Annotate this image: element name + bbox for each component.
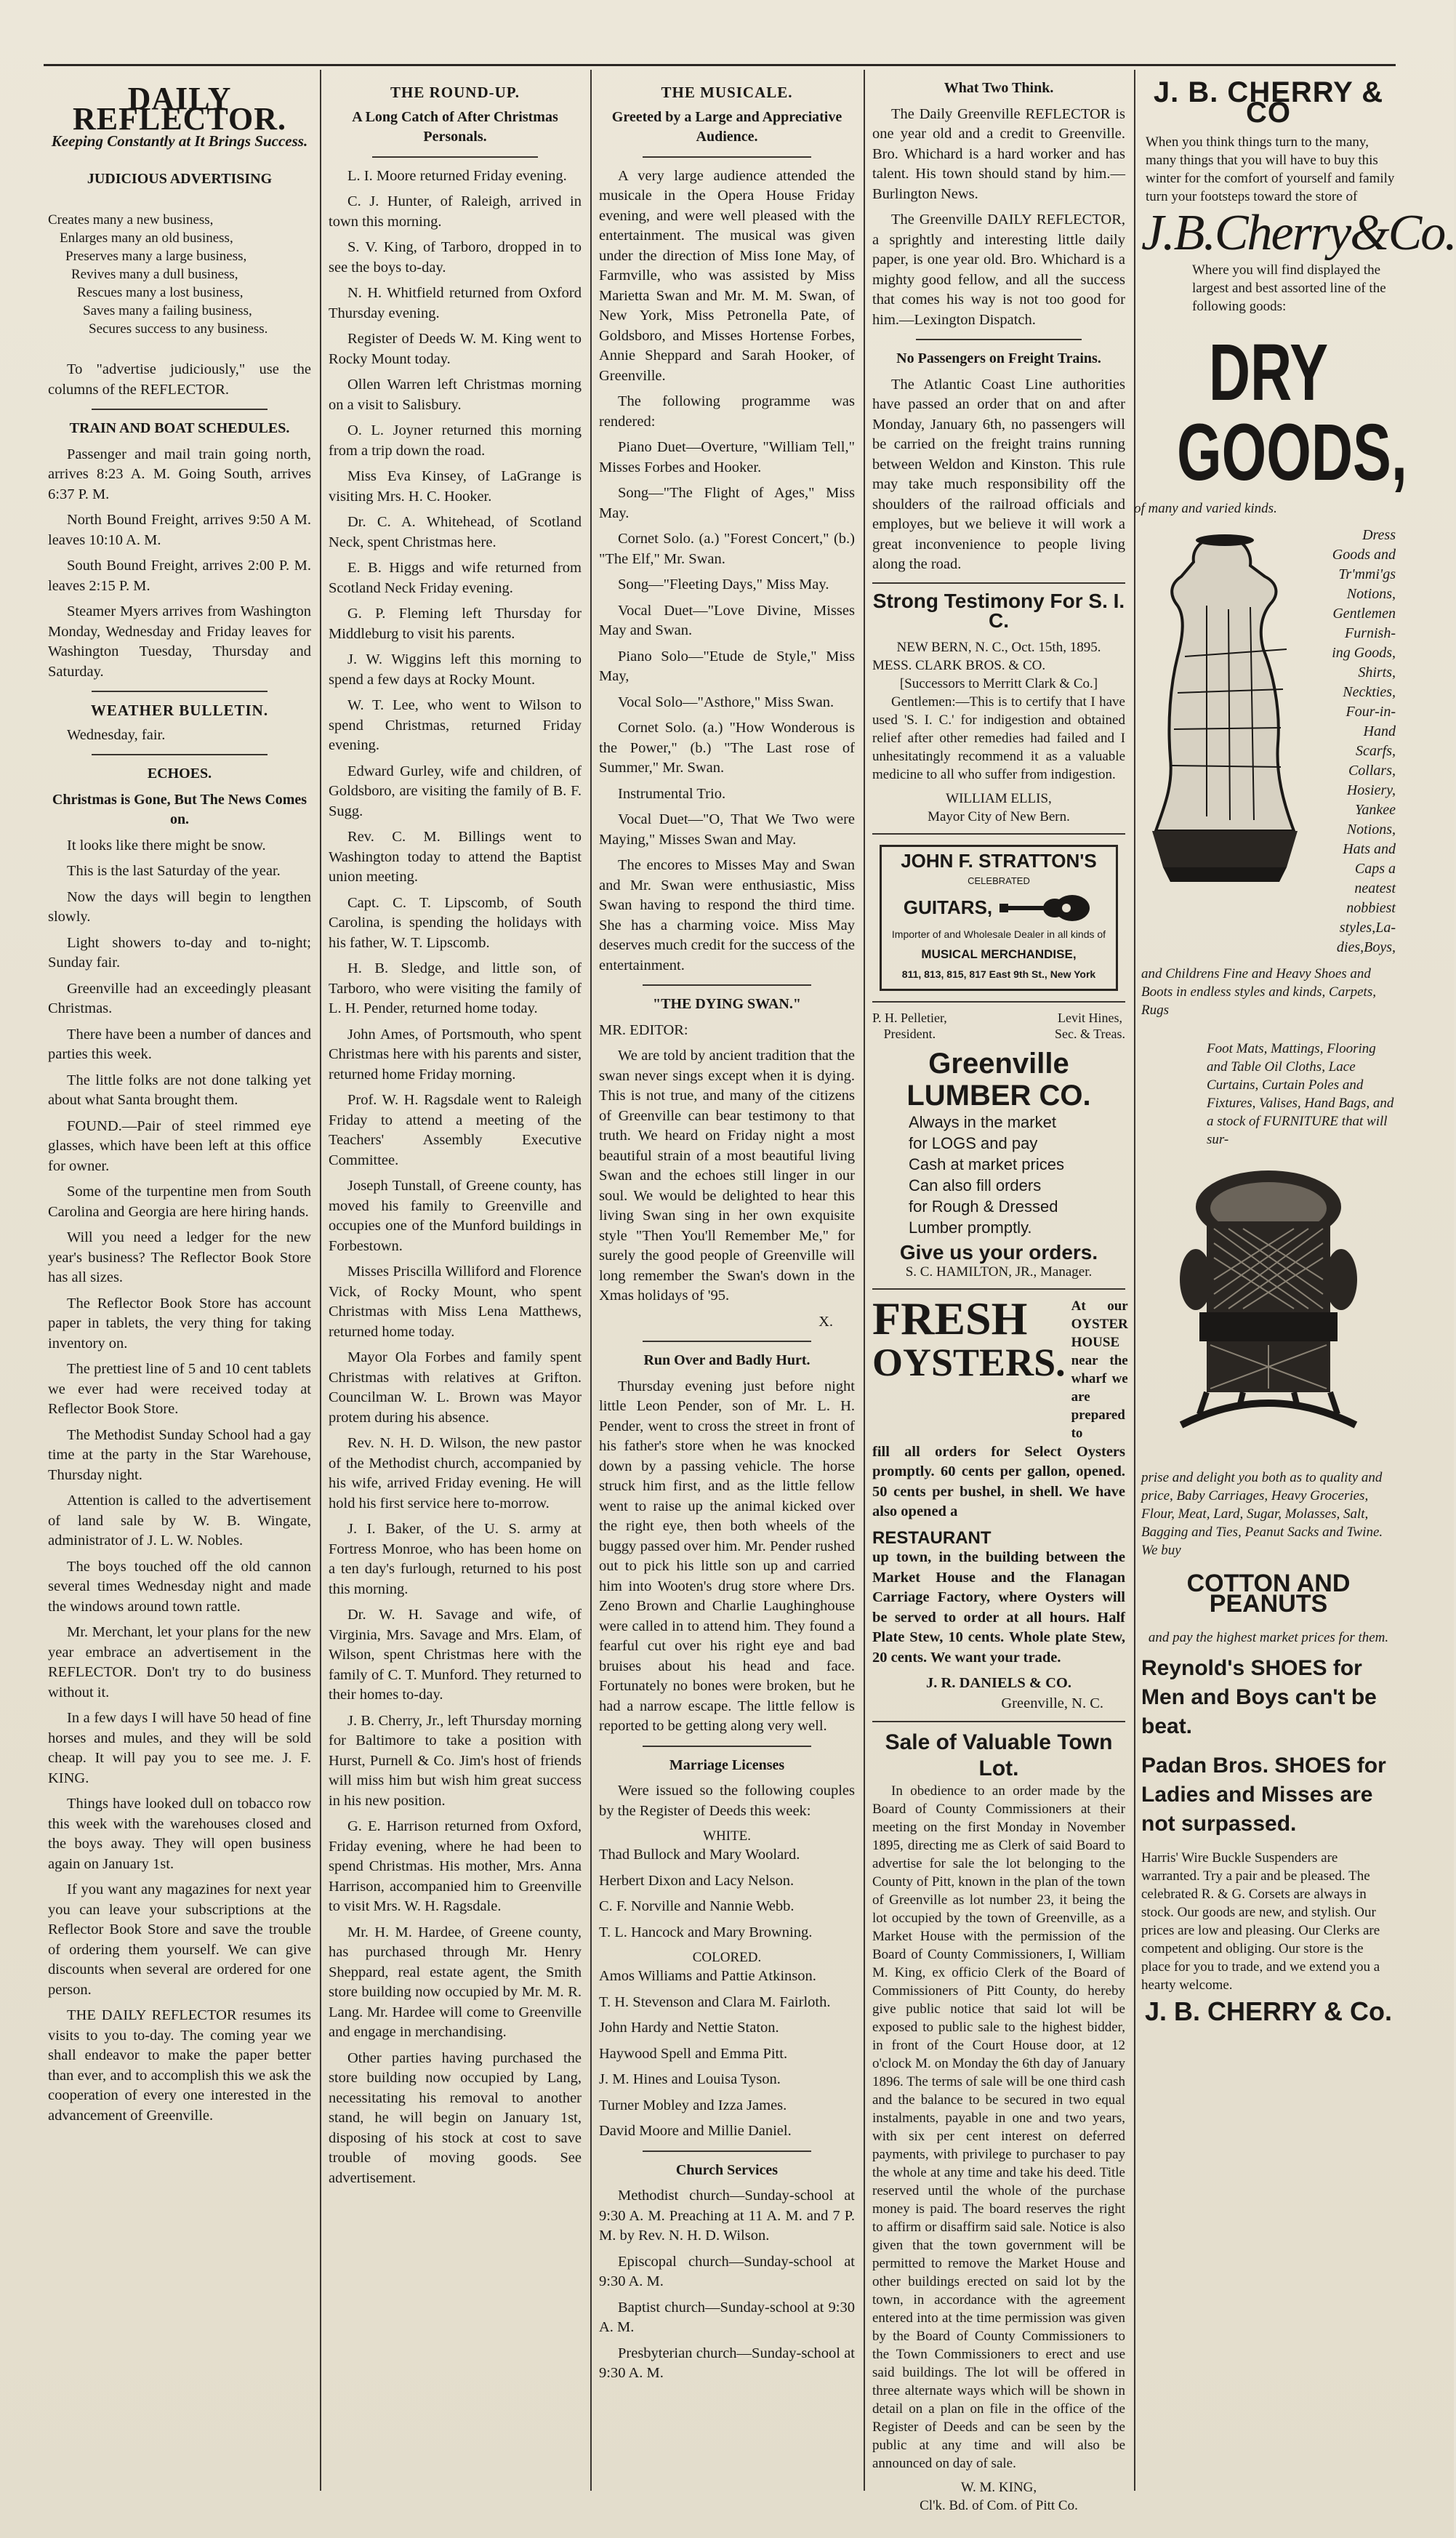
- echo-item: Will you need a ledger for the new year's business? The Reflector Book Store has all sizes.: [48, 1229, 311, 1285]
- masthead-title: DAILY REFLECTOR.: [72, 81, 287, 137]
- cherry-pay: and pay the highest market prices for them.: [1148, 1630, 1389, 1645]
- testimony-text: Gentlemen:—This is to certify that I have used 'S. I. C.' for indigestion and obtained relief after other remedies had failed and I unhesitatingly recommend it as a valuable medicine to all who suffer from indigestion.: [872, 694, 1125, 782]
- musicale-intro: A very large audience attended the musicale in the Opera House Friday evening, and were well pleased with the entertainment. The musical was given under the direction of Miss Ione May, of Farmville, who was assisted by Miss Marietta Swan and Mr. M. M. Swan, of New York, Miss Petronella Pate, of Goldsboro, and Misses Hortense Forbes, Annie Sheppard and Sarah Hooker, of Greenville.: [599, 167, 855, 384]
- lumber-line: Always in the market: [909, 1113, 1056, 1131]
- license-item: Amos Williams and Pattie Atkinson.: [599, 1968, 816, 1984]
- advert-line: Saves many a failing business,: [83, 303, 252, 318]
- goods-item: Collars,: [1348, 763, 1396, 779]
- personal-item: Edward Gurley, wife and children, of Goldsboro, are visiting the family of B. F. Sugg.: [329, 763, 582, 819]
- lumber-line: Lumber promptly.: [909, 1218, 1032, 1237]
- oysters-text: fill all orders for Select Oysters promptly. 60 cents per gallon, opened. 50 cents per bushel, in shell. We have also opened a: [872, 1443, 1125, 1519]
- personal-item: H. B. Sledge, and little son, of Tarboro, who were visiting the family of L. H. Pender, returned home today.: [329, 960, 582, 1016]
- personal-item: J. W. Wiggins left this morning to spend a few days at Rocky Mount.: [329, 651, 582, 688]
- goods-item: dies,Boys,: [1336, 939, 1396, 955]
- guitar-icon: [1000, 891, 1094, 925]
- personal-item: Dr. C. A. Whitehead, of Scotland Neck, spent Christmas here.: [329, 514, 582, 550]
- advert-line: Creates many a new business,: [48, 212, 214, 228]
- cherry-padan: Padan Bros. SHOES for Ladies and Misses are not surpassed.: [1141, 1754, 1386, 1836]
- echo-item: Attention is called to the advertisement of land sale by W. B. Wingate, administrator of J. L. W. Nobles.: [48, 1493, 311, 1549]
- goods-item: Yankee: [1355, 802, 1396, 818]
- cherry-reynolds: Reynold's SHOES for Men and Boys can't be beat.: [1141, 1656, 1377, 1738]
- testimony-to: MESS. CLARK BROS. & CO.: [872, 657, 1046, 673]
- testimony-successors: [Successors to Merritt Clark & Co.]: [899, 675, 1098, 691]
- goods-item: nobbiest: [1346, 900, 1396, 916]
- testimony-heading: Strong Testimony For S. I. C.: [872, 589, 1125, 632]
- cherry-furniture: Foot Mats, Mattings, Flooring and Table Oil Cloths, Lace Curtains, Curtain Poles and Fixtures, Valises, Hand Bags, and a stock of FURNITURE that will sur-: [1207, 1041, 1394, 1147]
- schedule-item: Steamer Myers arrives from Washington Monday, Wednesday and Friday leaves for Washington Tuesday, Thursday and Saturday.: [48, 603, 311, 680]
- goods-item: Caps a: [1354, 861, 1396, 877]
- programme-item: Vocal Solo—"Asthore," Miss Swan.: [618, 694, 834, 710]
- lumber-line: for LOGS and pay: [909, 1134, 1038, 1152]
- cherry-header: J. B. CHERRY & CO: [1153, 76, 1384, 129]
- license-item: T. L. Hancock and Mary Browning.: [599, 1924, 813, 1940]
- cherry-shoes-text: and Childrens Fine and Heavy Shoes and Boots in endless styles and kinds, Carpets, Rugs: [1141, 966, 1376, 1018]
- echo-item: This is the last Saturday of the year.: [67, 863, 281, 879]
- personal-item: Joseph Tunstall, of Greene county, has moved his family to Greenville and occupies one of the Munford buildings in Forbestown.: [329, 1178, 582, 1254]
- oysters-fresh: FRESH: [872, 1292, 1028, 1344]
- personal-item: Rev. C. M. Billings went to Washington today to attend the Baptist union meeting.: [329, 829, 582, 885]
- personal-item: G. E. Harrison returned from Oxford, Friday evening, where he had been to spend Christmas. His mother, Mrs. Anna Harrison, accompanied him to Greenville to visit Mrs. W. H. Ragsdale.: [329, 1818, 582, 1914]
- column-4: [872, 73, 1128, 2513]
- officer-title: Sec. & Treas.: [1054, 1027, 1125, 1041]
- echo-item: There have been a number of dances and parties this week.: [48, 1026, 311, 1062]
- goods-item: Dress: [1362, 527, 1396, 543]
- programme-item: Cornet Solo. (a.) "Forest Concert," (b.) "The Elf," Mr. Swan.: [599, 531, 855, 567]
- echo-item: The prettiest line of 5 and 10 cent tablets we ever had were received today at Reflector Book Store.: [48, 1361, 311, 1417]
- column-1: [48, 73, 311, 2494]
- freight-text: The Atlantic Coast Line authorities have passed an order that on and after Monday, January 6th, no passengers will be carried on the freight trains running between Weldon and Kinston. This rule may take much responsibility off the shoulders of the railroad officials and employes, but we believe it will work a great inconvenience to people living along the road.: [872, 376, 1125, 572]
- echo-item: Greenville had an exceedingly pleasant Christmas.: [48, 980, 311, 1016]
- divider: [643, 1341, 811, 1342]
- personal-item: G. P. Fleming left Thursday for Middleburg to visit his parents.: [329, 606, 582, 642]
- schedules-heading: TRAIN AND BOAT SCHEDULES.: [69, 420, 290, 436]
- programme-item: Vocal Duet—"O, That We Two were Maying," Misses Swan and May.: [599, 811, 855, 848]
- personal-item: Misses Priscilla Williford and Florence Vick, of Rocky Mount, who spent Christmas with Miss Lena Matthews, returned home today.: [329, 1264, 582, 1340]
- personal-item: Other parties having purchased the store building now occupied by Lang, necessitating his removal to another stand, he will begin on January 1st, disposing of his stock at cost to save trouble of moving goods. See advertisement.: [329, 2049, 582, 2186]
- cherry-dry-goods: DRY GOODS,: [1177, 327, 1407, 497]
- schedule-item: Passenger and mail train going north, arrives 8:23 A. M. Going South, arrives 6:37 P. M.: [48, 446, 311, 502]
- goods-item: Notions,: [1346, 822, 1396, 838]
- cherry-prise: prise and delight you both as to quality and price, Baby Carriages, Heavy Groceries, Flour, Meat, Lard, Sugar, Molasses, Salt, Bagging and Ties, Peanut Sacks and Twine. We buy: [1141, 1470, 1383, 1558]
- programme-item: Piano Solo—"Etude de Style," Miss May,: [599, 648, 855, 684]
- column-3: [599, 73, 855, 2494]
- stratton-ad: [880, 845, 1118, 992]
- swan-salutation: MR. EDITOR:: [599, 1021, 688, 1038]
- echoes-subheading: Christmas is Gone, But The News Comes on.: [52, 791, 307, 827]
- divider: [372, 156, 538, 158]
- divider: [643, 2151, 811, 2152]
- church-item: Presbyterian church—Sunday-school at 9:30 A. M.: [599, 2345, 855, 2381]
- echo-item: Now the days will begin to lengthen slowly.: [48, 888, 311, 925]
- lumber-cta: Give us your orders.: [899, 1241, 1098, 1264]
- personal-item: O. L. Joyner returned this morning from a trip down the road.: [329, 422, 582, 459]
- divider: [872, 833, 1125, 835]
- divider: [916, 339, 1082, 340]
- two-think-heading: What Two Think.: [944, 80, 1054, 96]
- column-rule: [1134, 70, 1135, 2491]
- echo-item: The Methodist Sunday School had a gay time at the party in the Star Warehouse, Thursday night.: [48, 1426, 311, 1483]
- masthead-slogan: Keeping Constantly at It Brings Success.: [51, 132, 308, 150]
- personal-item: Mayor Ola Forbes and family spent Christmas with relatives at Grifton. Councilman W. L. Brown was Mayor protem during his absence.: [329, 1349, 582, 1426]
- license-item: T. H. Stevenson and Clara M. Fairloth.: [599, 1993, 831, 2010]
- license-item: David Moore and Millie Daniel.: [599, 2123, 792, 2139]
- musicale-heading: THE MUSICALE.: [661, 84, 793, 101]
- testimony-signer-title: Mayor City of New Bern.: [928, 808, 1070, 824]
- personal-item: Ollen Warren left Christmas morning on a visit to Salisbury.: [329, 377, 582, 413]
- cherry-find: Where you will find displayed the largest and best assorted line of the following goods:: [1192, 262, 1386, 314]
- goods-item: Goods and: [1332, 547, 1396, 563]
- roundup-heading: THE ROUND-UP.: [390, 84, 520, 101]
- goods-item: Gentlemen: [1332, 606, 1396, 622]
- church-item: Episcopal church—Sunday-school at 9:30 A. M.: [599, 2253, 855, 2289]
- echoes-heading: ECHOES.: [147, 766, 212, 782]
- divider: [872, 582, 1125, 584]
- two-think-p1: The Daily Greenville REFLECTOR is one year old and a credit to Greenville. Bro. Whichard is a hard worker and has talent. His town should stand by him.—Burlington News.: [872, 105, 1125, 202]
- oysters-aside: At our OYSTER HOUSE near the wharf we are prepared to: [1071, 1298, 1128, 1441]
- goods-item: Hand: [1363, 723, 1396, 739]
- cherry-harris: Harris' Wire Buckle Suspenders are warranted. Try a pair and be pleased. The celebrated R. & G. Corsets are always in stock. Our goods are new, and stylish. Our prices are low and pleasing. Our Clerks are competent and obliging. Our store is the place for you to trade, and we extend you a hearty welcome.: [1141, 1850, 1380, 1993]
- sale-signer: W. M. KING,: [960, 2480, 1037, 2495]
- echo-item: If you want any magazines for next year you can leave your subscriptions at the Reflector Book Store and save the trouble of ordering them yourself. We can give discounts when several are ordered for one person.: [48, 1882, 311, 1998]
- programme-item: Cornet Solo. (a.) "How Wonderous is the Power," (b.) "The Last rose of Summer," Mr. Swan.: [599, 720, 855, 776]
- stratton-celebrated: CELEBRATED: [968, 875, 1030, 886]
- divider: [872, 1721, 1125, 1722]
- swan-signature: X.: [819, 1313, 833, 1330]
- personal-item: J. B. Cherry, Jr., left Thursday morning for Baltimore to take a position with Hurst, Purnell & Co. Jim's host of friends will miss him but wish him great success in his new position.: [329, 1712, 582, 1809]
- programme-item: Song—"The Flight of Ages," Miss May.: [599, 485, 855, 521]
- divider: [643, 984, 811, 986]
- schedule-item: North Bound Freight, arrives 9:50 A M. leaves 10:10 A. M.: [48, 512, 311, 548]
- musicale-subheading: Greeted by a Large and Appreciative Audience.: [611, 108, 842, 145]
- advise-text: To "advertise judiciously," use the columns of the REFLECTOR.: [48, 361, 311, 398]
- echo-item: In a few days I will have 50 head of fine horses and mules, and they will be sold cheap. It will pay you to see me. J. F. KING.: [48, 1710, 311, 1786]
- goods-item: Notions,: [1346, 586, 1396, 602]
- lumber-officers: [872, 1010, 1125, 1042]
- programme-item: Vocal Duet—"Love Divine, Misses May and Swan.: [599, 602, 855, 638]
- divider: [872, 1001, 1125, 1003]
- personal-item: N. H. Whitfield returned from Oxford Thursday evening.: [329, 285, 582, 321]
- sale-signer-title: Cl'k. Bd. of Com. of Pitt Co.: [920, 2498, 1078, 2513]
- column-2: [329, 73, 582, 2494]
- church-item: Baptist church—Sunday-school at 9:30 A. M.: [599, 2299, 855, 2335]
- goods-item: Neckties,: [1343, 684, 1396, 700]
- license-item: Haywood Spell and Emma Pitt.: [599, 2045, 788, 2062]
- column-rule: [864, 70, 865, 2491]
- personal-item: Mr. H. M. Hardee, of Greene county, has purchased through Mr. Henry Sheppard, real estate agent, the Smith store building now occupied by Mr. M. R. Lang. Mr. Hardee will come to Greenville and engage in merchandising.: [329, 1924, 582, 2040]
- divider: [643, 156, 811, 158]
- license-item: Turner Mobley and Izza James.: [599, 2097, 787, 2113]
- personal-item: J. I. Baker, of the U. S. army at Fortress Monroe, who has been home on a ten day's furlough, returned to his post this morning.: [329, 1521, 582, 1597]
- personal-item: Capt. C. T. Lipscomb, of South Carolina, is spending the holidays with his father, W. T. Lipscomb.: [329, 894, 582, 951]
- goods-item: Furnish-: [1345, 625, 1396, 641]
- personal-item: S. V. King, of Tarboro, dropped in to see the boys to-day.: [329, 239, 582, 276]
- license-item: Herbert Dixon and Lacy Nelson.: [599, 1872, 795, 1889]
- echo-item: Mr. Merchant, let your plans for the new year embrace an advertisement in the REFLECTOR. Don't try to do business without it.: [48, 1624, 311, 1700]
- goods-item: Four-in-: [1346, 704, 1396, 720]
- goods-item: ing Goods,: [1332, 645, 1396, 661]
- colored-label: COLORED.: [692, 1950, 762, 1965]
- personal-item: John Ames, of Portsmouth, who spent Christmas here with his parents and sister, returned home Friday morning.: [329, 1026, 582, 1083]
- cherry-goods-block: [1141, 526, 1396, 957]
- top-rule: [44, 64, 1396, 66]
- oysters-town: Greenville, N. C.: [1001, 1695, 1103, 1711]
- echo-item: The boys touched off the old cannon several times Wednesday night and made the windows around town rattle.: [48, 1558, 311, 1615]
- license-item: Thad Bullock and Mary Woolard.: [599, 1847, 800, 1863]
- divider: [643, 1746, 811, 1747]
- stratton-name: JOHN F. STRATTON'S: [901, 849, 1097, 872]
- divider: [92, 691, 268, 692]
- schedule-item: South Bound Freight, arrives 2:00 P. M. leaves 2:15 P. M.: [48, 558, 311, 594]
- personal-item: L. I. Moore returned Friday evening.: [347, 167, 567, 184]
- testimony-dateline: NEW BERN, N. C., Oct. 15th, 1895.: [896, 639, 1101, 655]
- personal-item: C. J. Hunter, of Raleigh, arrived in town this morning.: [329, 193, 582, 230]
- goods-item: Hats and: [1343, 841, 1396, 857]
- oysters-text2: up town, in the building between the Market House and the Flanagan Carriage Factory, where Oysters will be served to order at all hours. Half Plate Stew, 10 cents. Whole plate Stew, 20 cents. We want your trade.: [872, 1549, 1125, 1666]
- licenses-intro: Were issued so the following couples by the Register of Deeds this week:: [599, 1783, 855, 1819]
- advert-line: Rescues many a lost business,: [77, 285, 244, 300]
- oysters-firm: J. R. DANIELS & CO.: [926, 1675, 1071, 1691]
- echo-item: Things have looked dull on tobacco row this week with the warehouses closed and the boys away. They will open business again on January 1st.: [48, 1796, 311, 1872]
- officer-title: President.: [883, 1027, 936, 1041]
- advert-heading: JUDICIOUS ADVERTISING: [87, 170, 273, 187]
- swan-heading: "THE DYING SWAN.": [653, 996, 801, 1012]
- licenses-heading: Marriage Licenses: [669, 1756, 785, 1773]
- rocking-chair-illustration: [1178, 1163, 1359, 1454]
- programme-item: Piano Duet—Overture, "William Tell," Misses Forbes and Hooker.: [599, 439, 855, 475]
- column-rule: [590, 70, 592, 2491]
- oysters-restaurant: RESTAURANT: [872, 1527, 992, 1548]
- license-item: John Hardy and Nettie Staton.: [599, 2020, 779, 2036]
- personal-item: Miss Eva Kinsey, of LaGrange is visiting Mrs. H. C. Hooker.: [329, 468, 582, 505]
- weather-heading: WEATHER BULLETIN.: [90, 702, 269, 719]
- advert-line: Preserves many a large business,: [65, 249, 247, 264]
- sale-text: In obedience to an order made by the Board of County Commissioners at their meeting on the first Monday in November 1895, directing me as Clerk of said Board to advertise for sale the lot belonging to the County of Pitt, known in the plan of the town of Greenville as lot number 23, it being the lot occupied by the town of Greenville, as a Market House with the permission of the Board of County Commissioners, I, William M. King, ex officio Clerk of the Board of Commissioners of Pitt County, do hereby give public notice that said lot will be exposed to public sale to the highest bidder, in front of the Court House door, at 12 o'clock M. on Monday the 6th day of January 1896. The terms of sale will be one third cash and the balance to be secured in two equal instalments, payable in one and two years, with six per cent interest on deferred payments, with privilege to purchaser to pay the whole at any time and take his deed. Title reserved until the whole of the purchase money is paid. The board reserves the right to affirm or disaffirm said sale. Notice is also given that the town government will be permitted to remove the Market House and other buildings erected on said lot by the town, in accordance with the agreement entered into at the time permission was given by the Board of County Commissioners to the Town Commissioners to erect and use said buildings. The lot will be offered in three alternate ways which will be shown in detail on a plan on file in the office of the Register of Deeds and can be seen by the public at any time and will also be announced on day of sale.: [872, 1783, 1125, 2471]
- echo-item: THE DAILY REFLECTOR resumes its visits to you to-day. The coming year we shall endeavor to make the paper better than ever, and to accomplish this we ask the cooperation of every one interested in the advancement of Greenville.: [48, 2007, 311, 2124]
- echo-item: FOUND.—Pair of steel rimmed eye glasses, which have been left at this office for owner.: [48, 1117, 311, 1174]
- advert-line: Revives many a dull business,: [71, 267, 238, 282]
- lumber-manager: S. C. HAMILTON, JR., Manager.: [905, 1264, 1093, 1280]
- divider: [92, 409, 268, 410]
- column-rule: [320, 70, 321, 2491]
- two-think-p2: The Greenville DAILY REFLECTOR, a sprightly and interesting little daily paper, is one year old. Bro. Whichard is a mighty good fellow, and all the success that comes his way is not too good for him.—Lexington Dispatch.: [872, 212, 1125, 328]
- echo-item: The little folks are not done talking yet about what Santa brought them.: [48, 1072, 311, 1108]
- lumber-line: for Rough & Dressed: [909, 1197, 1058, 1216]
- officer-name: P. H. Pelletier,: [872, 1011, 947, 1025]
- echo-item: Some of the turpentine men from South Carolina and Georgia are here hiring hands.: [48, 1184, 311, 1220]
- oysters-oysters: OYSTERS.: [872, 1340, 1066, 1384]
- column-5: [1134, 73, 1456, 2494]
- lumber-name1: Greenville: [928, 1048, 1069, 1080]
- stratton-line1: Importer of and Wholesale Dealer in all kinds of: [891, 928, 1106, 940]
- cherry-cotton: COTTON AND PEANUTS: [1186, 1570, 1351, 1618]
- echo-item: Light showers to-day and to-night; Sunday fair.: [48, 934, 311, 971]
- goods-item: Hosiery,: [1346, 782, 1396, 798]
- license-item: C. F. Norville and Nannie Webb.: [599, 1898, 795, 1914]
- cherry-script-logo: J.B.Cherry&Co.: [1141, 205, 1456, 261]
- advert-line: Enlarges many an old business,: [60, 230, 233, 246]
- stratton-address: 811, 813, 815, 817 East 9th St., New York: [901, 968, 1096, 980]
- cherry-kinds: of many and varied kinds.: [1134, 500, 1277, 516]
- personal-item: Dr. W. H. Savage and wife, of Virginia, Mrs. Savage and Mrs. Elam, of Wilson, spent Christmas here with the family of C. T. Munford. They returned to their homes to-day.: [329, 1607, 582, 1703]
- oysters-ad-top: [872, 1292, 1128, 1442]
- cherry-footer: J. B. CHERRY & Co.: [1144, 1996, 1393, 2026]
- divider: [92, 754, 268, 755]
- weather-text: Wednesday, fair.: [67, 726, 166, 743]
- license-item: J. M. Hines and Louisa Tyson.: [599, 2071, 781, 2087]
- goods-item: Scarfs,: [1356, 743, 1396, 759]
- runover-text: Thursday evening just before night little Leon Pender, son of Mr. L. H. Pender, went to cross the street in front of his father's store when he was knocked down by a passing vehicle. The horse struck him first, and as the little fellow went to raise up the animal kicked over the right eye, then both wheels of the buggy passed over him. Mr. Pender rushed out to pick his little son up and carried him into Wooten's drug store where Drs. Zeno Brown and Charlie Laughinghouse were called in to attend him. They found a fearful cut over his right eye and bad bruises about his head and face. Fortunately no bones were broken, but he had a narrow escape. The little fellow is reported to be getting along very well.: [599, 1378, 855, 1734]
- goods-item: neatest: [1354, 880, 1396, 896]
- lumber-body: [872, 1112, 1125, 1238]
- freight-heading: No Passengers on Freight Trains.: [896, 350, 1101, 366]
- runover-heading: Run Over and Badly Hurt.: [643, 1352, 811, 1368]
- goods-item: Shirts,: [1358, 664, 1396, 680]
- goods-item: styles,La-: [1339, 920, 1396, 936]
- personal-item: Prof. W. H. Ragsdale went to Raleigh Friday to attend a meeting of the Teachers' Assembly Executive Committee.: [329, 1092, 582, 1168]
- swan-text: We are told by ancient tradition that the swan never sings except when it is dying. This is not true, and many of the citizens of Greenville can bear testimony to that truth. We heard on Friday night a most beautiful strain of a most beautiful living Swan and the echoes still linger in our soul. We would be delighted to hear this living Swan sing in her own exquisite style "Then You'll Remember Me," for surely the good people of Greenville will long remember the Swan's down in the Xmas holidays of '95.: [599, 1048, 855, 1304]
- personal-item: E. B. Higgs and wife returned from Scotland Neck Friday evening.: [329, 560, 582, 596]
- goods-item: Tr'mmi'gs: [1338, 566, 1396, 582]
- lumber-name2: LUMBER CO.: [906, 1080, 1091, 1112]
- stratton-line2: MUSICAL MERCHANDISE,: [921, 947, 1077, 961]
- cherry-goods-list: [1332, 526, 1396, 957]
- roundup-subheading: A Long Catch of After Christmas Personals.: [352, 108, 558, 145]
- lumber-line: Can also fill orders: [909, 1176, 1042, 1194]
- church-item: Methodist church—Sunday-school at 9:30 A. M. Preaching at 11 A. M. and 7 P. M. by Rev. N. H. D. Wilson.: [599, 2188, 855, 2244]
- advert-lines: [48, 211, 311, 338]
- church-heading: Church Services: [675, 2161, 779, 2178]
- cherry-intro: When you think things turn to the many, many things that you will have to buy this winter for the comfort of yourself and family turn your footsteps toward the store of: [1146, 134, 1395, 204]
- corset-illustration: [1141, 526, 1308, 889]
- programme-intro: The following programme was rendered:: [599, 393, 855, 430]
- sale-heading: Sale of Valuable Town Lot.: [885, 1730, 1113, 1780]
- stratton-product: GUITARS,: [903, 896, 993, 918]
- white-label: WHITE.: [703, 1828, 751, 1844]
- officer-name: Levit Hines,: [1058, 1011, 1122, 1025]
- divider: [872, 1288, 1125, 1290]
- musicale-closing: The encores to Misses May and Swan and Mr. Swan were enthusiastic, Miss Swan having to respond the third time. She has a charming voice. Miss May deserves much credit for the success of the entertainment.: [599, 857, 855, 973]
- personal-item: Rev. N. H. D. Wilson, the new pastor of the Methodist church, accompanied by his wife, arrived Friday evening. He will hold his first service here to-morrow.: [329, 1435, 582, 1511]
- advert-line: Secures success to any business.: [89, 321, 268, 337]
- personal-item: W. T. Lee, who went to Wilson to spend Christmas, returned Friday evening.: [329, 697, 582, 753]
- personal-item: Register of Deeds W. M. King went to Rocky Mount today.: [329, 331, 582, 367]
- programme-item: Song—"Fleeting Days," Miss May.: [618, 577, 829, 593]
- echo-item: The Reflector Book Store has account paper in tablets, the very thing for taking inventory on.: [48, 1295, 311, 1352]
- echo-item: It looks like there might be snow.: [67, 837, 266, 854]
- lumber-line: Cash at market prices: [909, 1155, 1064, 1173]
- programme-item: Instrumental Trio.: [618, 785, 726, 802]
- testimony-signer: WILLIAM ELLIS,: [946, 790, 1052, 806]
